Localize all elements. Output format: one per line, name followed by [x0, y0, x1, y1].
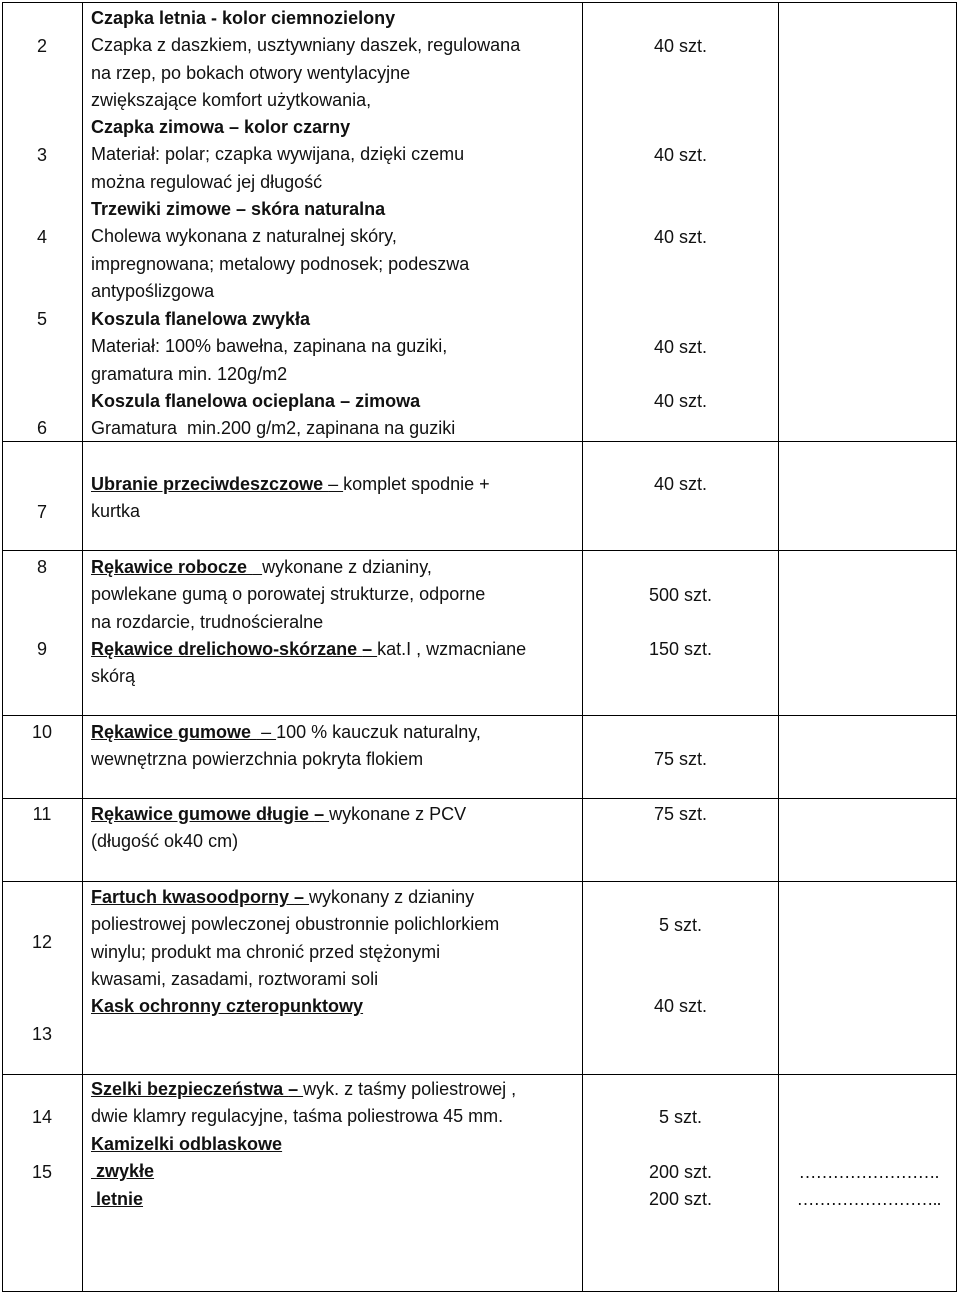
description-line [91, 939, 581, 966]
row-number: 10 [31, 722, 53, 742]
price-placeholder: …………………….. [796, 1189, 941, 1210]
description-line [91, 581, 581, 608]
description-text: Kask ochronny czteropunktowy [91, 996, 364, 1016]
description-text: Koszula flanelowa ocieplana – zimowa [91, 391, 421, 411]
description-text: poliestrowej powleczonej obustronnie polichlorkiem [91, 914, 500, 935]
item-description [91, 388, 581, 443]
row-number: 4 [36, 227, 47, 247]
description-line [91, 87, 581, 114]
item-description [91, 114, 581, 196]
description-line [91, 1131, 581, 1158]
description-text: Fartuch kwasoodporny [91, 887, 295, 907]
description-text: Rękawice drelichowo-skórzane [91, 639, 363, 659]
description-text: antypoślizgowa [91, 281, 215, 302]
description-text: – [294, 887, 310, 907]
description-line [91, 471, 581, 498]
column-divider [82, 2, 83, 1292]
item-quantity: 40 szt. [653, 337, 708, 357]
description-line [91, 361, 581, 388]
description-text: zwiększające komfort użytkowania, [91, 90, 372, 111]
description-text: Rękawice gumowe [91, 722, 257, 742]
description-line [91, 746, 581, 773]
description-line [91, 60, 581, 87]
description-text: Czapka zimowa – kolor czarny [91, 117, 351, 137]
item-quantity: 40 szt. [653, 227, 708, 247]
description-text: Rękawice robocze [91, 557, 253, 577]
row-number: 7 [36, 502, 47, 522]
description-text: skórą [91, 666, 136, 687]
row-number: 13 [31, 1024, 53, 1044]
description-text: winylu; produkt ma chronić przed stężonymi [91, 941, 441, 962]
row-number: 6 [36, 418, 47, 438]
description-line [91, 223, 581, 250]
description-text: gramatura min. 120g/m2 [91, 363, 288, 384]
description-line [91, 1158, 581, 1185]
item-description [91, 196, 581, 306]
item-quantity: 40 szt. [653, 36, 708, 56]
description-text: kurtka [91, 501, 141, 522]
item-quantity: 500 szt. [648, 585, 713, 605]
row-divider [2, 715, 957, 716]
description-line [91, 415, 581, 442]
description-text: komplet spodnie + [343, 474, 490, 494]
description-text: Gramatura min.200 g/m2, zapinana na guziki [91, 418, 456, 439]
description-text: impregnowana; metalowy podnosek; podeszwa [91, 253, 470, 274]
description-text: Ubranie przeciwdeszczowe [91, 474, 329, 494]
description-text: na rozdarcie, trudnościeralne [91, 611, 324, 632]
column-divider [778, 2, 779, 1292]
item-description [91, 306, 581, 388]
item-quantity: 150 szt. [648, 639, 713, 659]
description-line [91, 884, 581, 911]
description-text: zwykłe [96, 1161, 155, 1182]
description-text: wykonany z dzianiny [309, 887, 475, 907]
row-number: 12 [31, 932, 53, 952]
item-quantity: 5 szt. [658, 915, 702, 935]
description-text: Materiał: 100% bawełna, zapinana na guziki, [91, 336, 448, 357]
description-text: Rękawice gumowe długie [91, 804, 315, 824]
description-text: kat.I , wzmacniane [377, 639, 527, 659]
item-description [91, 801, 581, 856]
row-number: 3 [36, 145, 47, 165]
description-text: wyk. z taśmy poliestrowej , [303, 1079, 517, 1099]
description-text: – [256, 722, 277, 742]
description-text: – [288, 1079, 304, 1099]
item-quantity: 200 szt. [648, 1189, 713, 1210]
row-divider [2, 2, 957, 3]
item-quantity: 75 szt. [653, 804, 708, 824]
description-line [91, 663, 581, 690]
description-line [91, 801, 581, 828]
description-text: Trzewiki zimowe – skóra naturalna [91, 199, 386, 219]
description-text: dwie klamry regulacyjne, taśma poliestrowa 45 mm. [91, 1106, 504, 1127]
description-line [91, 1103, 581, 1130]
description-line [91, 1186, 581, 1213]
description-text: – [362, 639, 378, 659]
description-line [91, 636, 581, 663]
order-table [2, 2, 957, 1292]
item-description [91, 471, 581, 526]
description-text: Koszula flanelowa zwykła [91, 309, 311, 329]
description-line [91, 251, 581, 278]
item-description [91, 636, 581, 691]
row-divider [2, 798, 957, 799]
column-divider [582, 2, 583, 1292]
row-number: 15 [31, 1162, 53, 1182]
item-description [91, 719, 581, 774]
description-text: wewnętrzna powierzchnia pokryta flokiem [91, 749, 424, 770]
description-line [91, 278, 581, 305]
description-text: Cholewa wykonana z naturalnej skóry, [91, 226, 397, 247]
price-placeholder: ……………………. [798, 1162, 939, 1182]
description-text: na rzep, po bokach otwory wentylacyjne [91, 62, 411, 83]
description-text: można regulować jej długość [91, 171, 323, 192]
description-line [91, 993, 581, 1020]
row-number: 9 [36, 639, 47, 659]
description-line [91, 828, 581, 855]
description-text: Czapka letnia - kolor ciemnozielony [91, 8, 396, 28]
row-divider [2, 550, 957, 551]
description-line [91, 719, 581, 746]
description-text: wykonane z PCV [329, 804, 467, 824]
description-text: – [314, 804, 330, 824]
item-description [91, 554, 581, 636]
description-line [91, 306, 581, 333]
row-number: 8 [36, 557, 47, 577]
description-line [91, 911, 581, 938]
item-description [91, 884, 581, 994]
description-text: (długość ok40 cm) [91, 831, 239, 852]
item-quantity: 200 szt. [648, 1162, 713, 1182]
item-quantity: 40 szt. [653, 391, 708, 411]
description-line [91, 32, 581, 59]
description-line [91, 609, 581, 636]
description-line [91, 498, 581, 525]
description-text: powlekane gumą o porowatej strukturze, odporne [91, 584, 486, 605]
row-divider [2, 1074, 957, 1075]
description-text: Kamizelki odblaskowe [91, 1134, 283, 1154]
description-line [91, 388, 581, 415]
description-text: Materiał: polar; czapka wywijana, dzięki czemu [91, 144, 465, 165]
item-quantity: 75 szt. [653, 749, 708, 769]
row-divider [2, 881, 957, 882]
item-quantity: 40 szt. [653, 996, 708, 1016]
item-quantity: 40 szt. [653, 145, 708, 165]
description-text: – [328, 474, 344, 494]
item-description [91, 993, 581, 1020]
row-number: 11 [32, 804, 52, 824]
description-text [252, 557, 262, 577]
row-number: 5 [36, 309, 47, 329]
description-text: wykonane z dzianiny, [262, 557, 432, 577]
row-number: 2 [36, 36, 47, 56]
description-line [91, 1076, 581, 1103]
description-line [91, 966, 581, 993]
description-text: kwasami, zasadami, roztworami soli [91, 969, 379, 990]
item-quantity: 40 szt. [653, 474, 708, 494]
table-border-right [956, 2, 957, 1292]
item-description [91, 5, 581, 115]
description-line [91, 554, 581, 581]
description-text: Szelki bezpieczeństwa [91, 1079, 289, 1099]
description-text: 100 % kauczuk naturalny, [276, 722, 481, 742]
row-divider [2, 1291, 957, 1292]
item-quantity: 5 szt. [658, 1107, 702, 1127]
description-line [91, 196, 581, 223]
item-description [91, 1131, 581, 1213]
description-line [91, 169, 581, 196]
description-line [91, 5, 581, 32]
description-line [91, 333, 581, 360]
description-text: Czapka z daszkiem, usztywniany daszek, regulowana [91, 35, 521, 56]
description-text: letnie [96, 1188, 144, 1209]
description-line [91, 141, 581, 168]
description-line [91, 114, 581, 141]
item-description [91, 1076, 581, 1131]
row-number: 14 [31, 1107, 53, 1127]
